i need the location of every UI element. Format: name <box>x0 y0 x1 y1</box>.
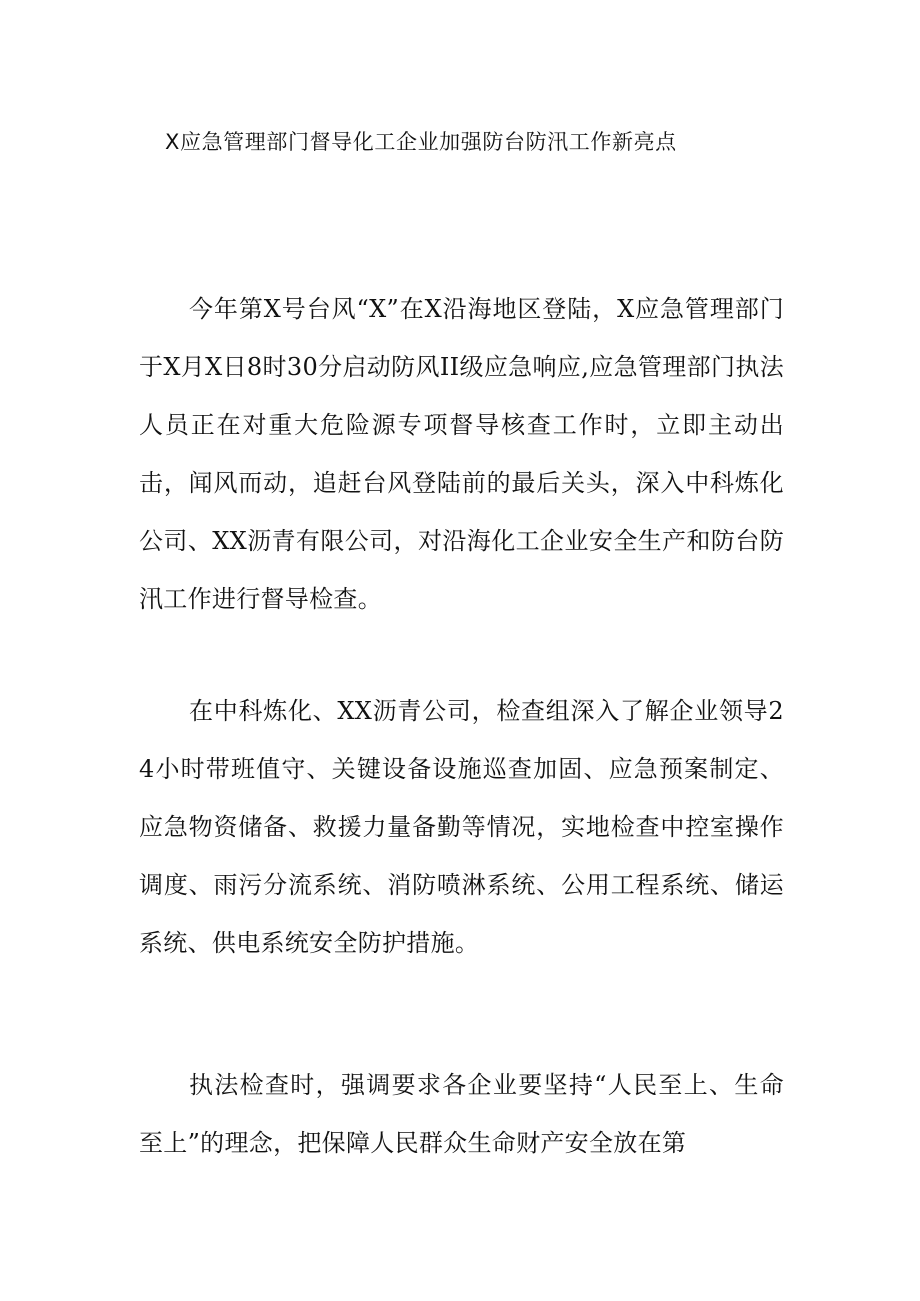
document-title: X应急管理部门督导化工企业加强防台防汛工作新亮点 <box>165 130 677 154</box>
paragraph-2: 在中科炼化、XX沥青公司，检查组深入了解企业领导24小时带班值守、关键设备设施巡查加固、应急预案制定、应急物资储备、救援力量备勤等情况，实地检查中控室操作调度、雨污分流系统、消防喷淋系统、公用工程系统、储运系统、供电系统安全防护措施。 <box>139 697 784 957</box>
paragraph-1: 今年第X号台风“X”在X沿海地区登陆，X应急管理部门于X月X日8时30分启动防风II级应急响应,应急管理部门执法人员正在对重大危险源专项督导核查工作时，立即主动出击，闻风而动，追赶台风登陆前的最后关头，深入中科炼化公司、XX沥青有限公司，对沿海化工企业安全生产和防台防汛工作进行督导检查。 <box>139 295 784 613</box>
paragraph-3: 执法检查时，强调要求各企业要坚持“人民至上、生命至上”的理念，把保障人民群众生命财产安全放在第 <box>139 1071 784 1157</box>
